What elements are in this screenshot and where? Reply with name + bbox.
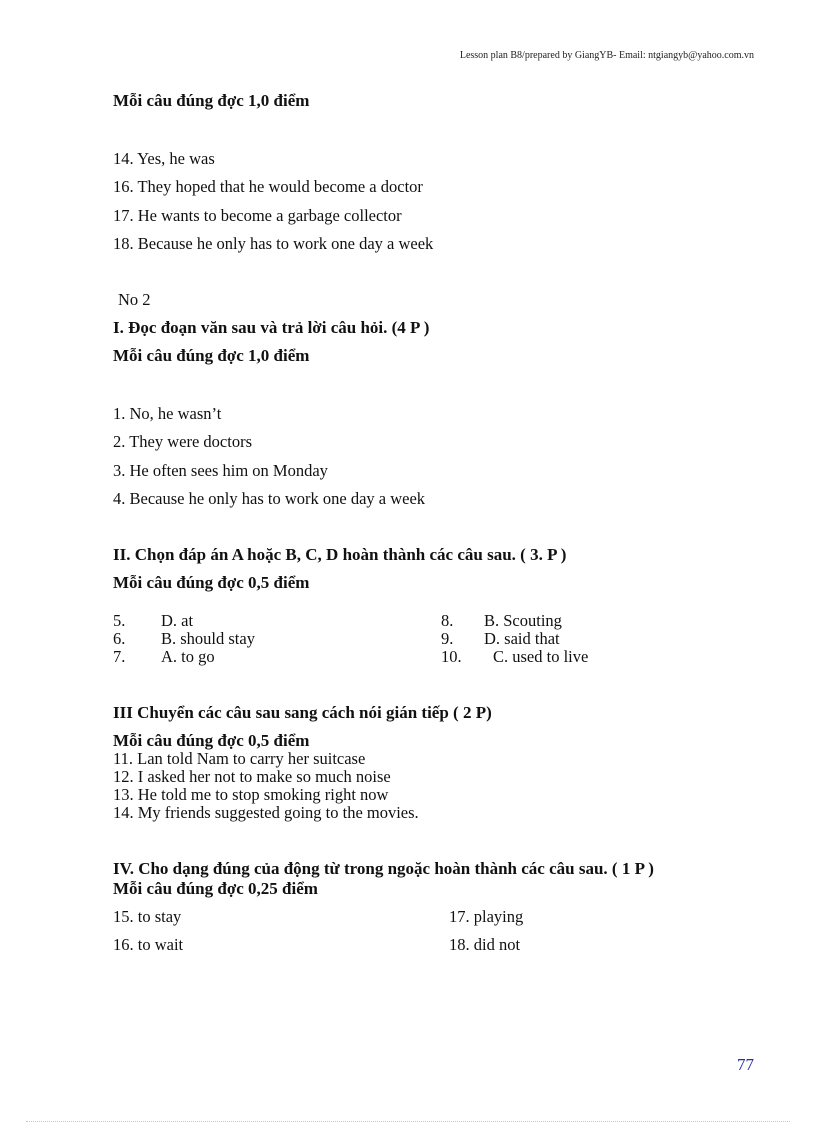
- answer-line: 14. Yes, he was: [113, 149, 215, 168]
- answer-line: 18. Because he only has to work one day a week: [113, 234, 434, 253]
- page-bottom-divider: [26, 1121, 790, 1122]
- item-number: 8.: [441, 611, 454, 630]
- answer-line: 1. No, he wasn’t: [113, 404, 222, 423]
- answer-line: 14. My friends suggested going to the movies.: [113, 803, 419, 822]
- section-4-score-note: Mỗi câu đúng đợc 0,25 điểm: [113, 879, 318, 898]
- page-number: 77: [737, 1055, 754, 1074]
- answer-row: [113, 612, 193, 630]
- answer-line: 3. He often sees him on Monday: [113, 461, 328, 480]
- answer-row: [441, 612, 562, 630]
- answer-row: [113, 630, 255, 648]
- answer-row: [113, 648, 215, 666]
- section-3-score-note: Mỗi câu đúng đợc 0,5 điểm: [113, 731, 310, 750]
- item-number: 7.: [113, 647, 126, 666]
- section-3-title: III Chuyển các câu sau sang cách nói gián tiếp ( 2 P): [113, 703, 492, 722]
- section-4-title: IV. Cho dạng đúng của động từ trong ngoặc hoàn thành các câu sau. ( 1 P ): [113, 859, 654, 878]
- answer-line: 15. to stay: [113, 907, 182, 926]
- section-1-score-note: Mỗi câu đúng đợc 1,0 điểm: [113, 346, 310, 365]
- item-number: 5.: [113, 611, 126, 630]
- answer-line: 16. to wait: [113, 935, 184, 954]
- answer-line: 16. They hoped that he would become a doctor: [113, 177, 423, 196]
- answer-line: 13. He told me to stop smoking right now: [113, 785, 389, 804]
- item-number: 9.: [441, 629, 454, 648]
- answer-row: [441, 648, 588, 666]
- item-answer: C. used to live: [493, 647, 589, 666]
- item-number: 10.: [441, 647, 462, 666]
- item-number: 6.: [113, 629, 126, 648]
- answer-line: 11. Lan told Nam to carry her suitcase: [113, 749, 366, 768]
- page-header: Lesson plan B8/prepared by GiangYB- Email: ntgiangyb@yahoo.com.vn: [459, 50, 754, 61]
- item-answer: B. should stay: [161, 629, 255, 648]
- answer-line: 2. They were doctors: [113, 432, 252, 451]
- item-answer: D. at: [161, 611, 194, 630]
- answer-line: 4. Because he only has to work one day a week: [113, 489, 426, 508]
- section-2-title: II. Chọn đáp án A hoặc B, C, D hoàn thành các câu sau. ( 3. P ): [113, 545, 567, 564]
- answer-line: 18. did not: [449, 935, 521, 954]
- item-answer: D. said that: [484, 629, 560, 648]
- answer-line: 17. He wants to become a garbage collector: [113, 206, 402, 225]
- section-1-title: I. Đọc đoạn văn sau và trả lời câu hỏi. (4 P ): [113, 318, 430, 337]
- answer-line: 12. I asked her not to make so much noise: [113, 767, 391, 786]
- item-answer: B. Scouting: [484, 611, 562, 630]
- answer-row: [441, 630, 560, 648]
- score-note-top: Mỗi câu đúng đợc 1,0 điểm: [113, 91, 310, 110]
- section-2-score-note: Mỗi câu đúng đợc 0,5 điểm: [113, 573, 310, 592]
- set-label: No 2: [118, 290, 151, 309]
- answer-line: 17. playing: [449, 907, 524, 926]
- item-answer: A. to go: [161, 647, 215, 666]
